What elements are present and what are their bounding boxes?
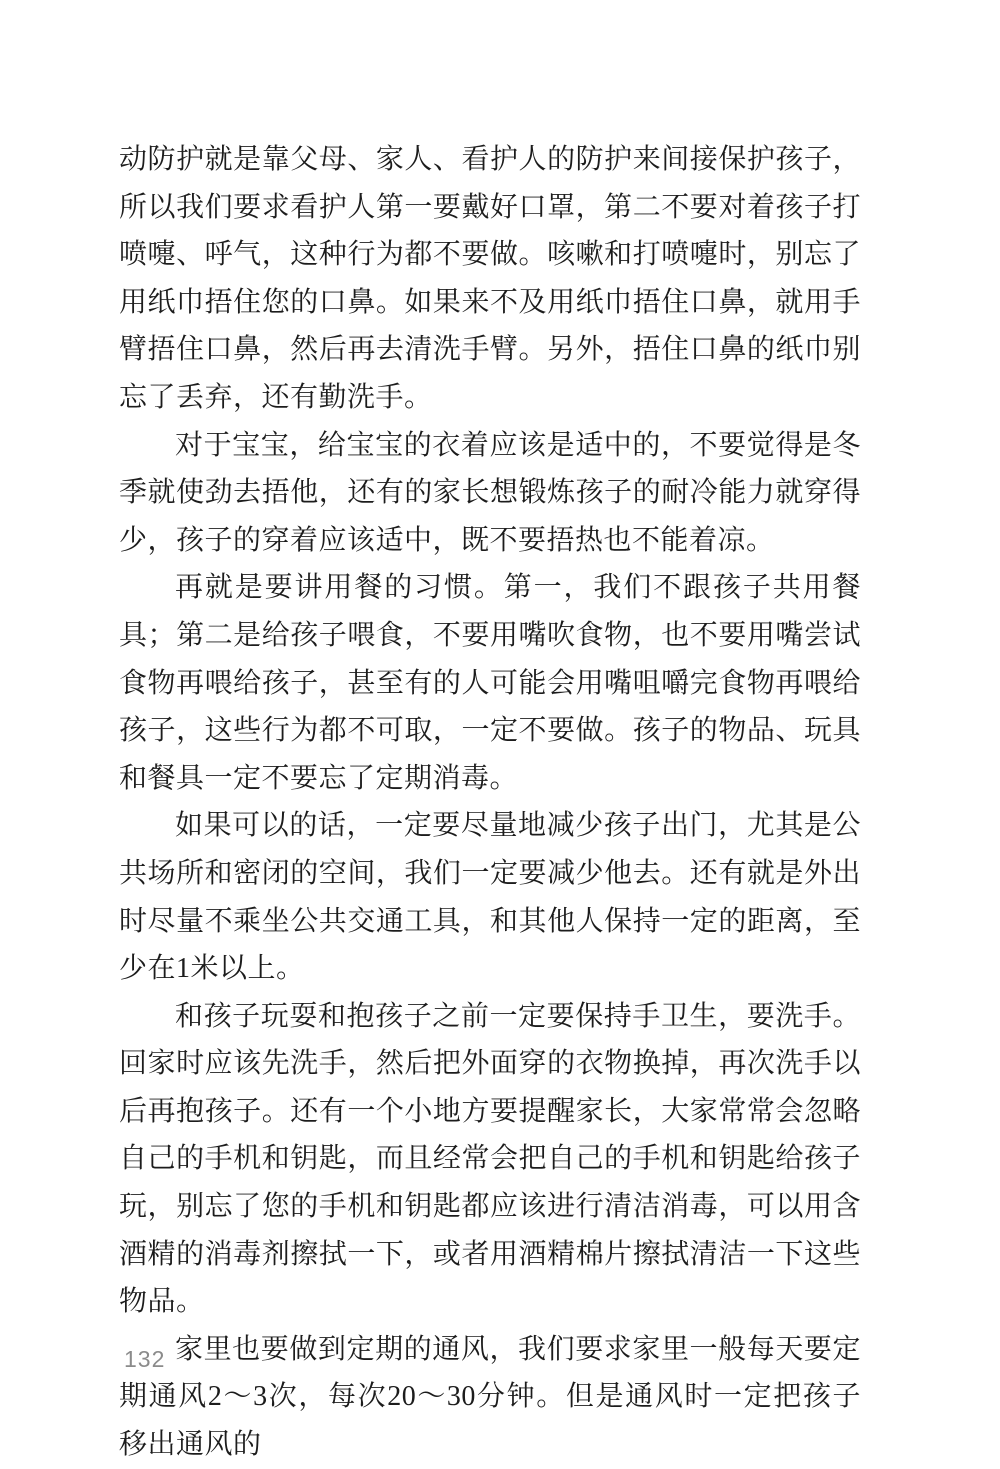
body-paragraph: 再就是要讲用餐的习惯。第一，我们不跟孩子共用餐具；第二是给孩子喂食，不要用嘴吹食物，也不要用嘴尝试食物再喂给孩子，甚至有的人可能会用嘴咀嚼完食物再喂给孩子，这些行为都不可取，一定不要做。孩子的物品、玩具和餐具一定不要忘了定期消毒。 — [119, 572, 861, 794]
body-paragraph: 动防护就是靠父母、家人、看护人的防护来间接保护孩子，所以我们要求看护人第一要戴好口罩，第二不要对着孩子打喷嚏、呼气，这种行为都不要做。咳嗽和打喷嚏时，别忘了用纸巾捂住您的口鼻。如果来不及用纸巾捂住口鼻，就用手臂捂住口鼻，然后再去清洗手臂。另外，捂住口鼻的纸巾别忘了丢弃，还有勤洗手。 — [119, 144, 861, 413]
body-paragraph: 和孩子玩耍和抱孩子之前一定要保持手卫生，要洗手。回家时应该先洗手，然后把外面穿的衣物换掉，再次洗手以后再抱孩子。还有一个小地方要提醒家长，大家常常会忽略自己的手机和钥匙，而且经常会把自己的手机和钥匙给孩子玩，别忘了您的手机和钥匙都应该进行清洁消毒，可以用含酒精的消毒剂擦拭一下，或者用酒精棉片擦拭清洁一下这些物品。 — [119, 1000, 861, 1318]
page-number: 132 — [124, 1346, 166, 1372]
body-paragraph: 如果可以的话，一定要尽量地减少孩子出门，尤其是公共场所和密闭的空间，我们一定要减少他去。还有就是外出时尽量不乘坐公共交通工具，和其他人保持一定的距离，至少在1米以上。 — [119, 810, 861, 985]
body-paragraph: 家里也要做到定期的通风，我们要求家里一般每天要定期通风2～3次，每次20～30分钟。但是通风时一定把孩子移出通风的 — [119, 1333, 861, 1461]
body-text-block — [119, 136, 861, 1469]
body-paragraph: 对于宝宝，给宝宝的衣着应该是适中的，不要觉得是冬季就使劲去捂他，还有的家长想锻炼孩子的耐冷能力就穿得少，孩子的穿着应该适中，既不要捂热也不能着凉。 — [119, 429, 861, 556]
